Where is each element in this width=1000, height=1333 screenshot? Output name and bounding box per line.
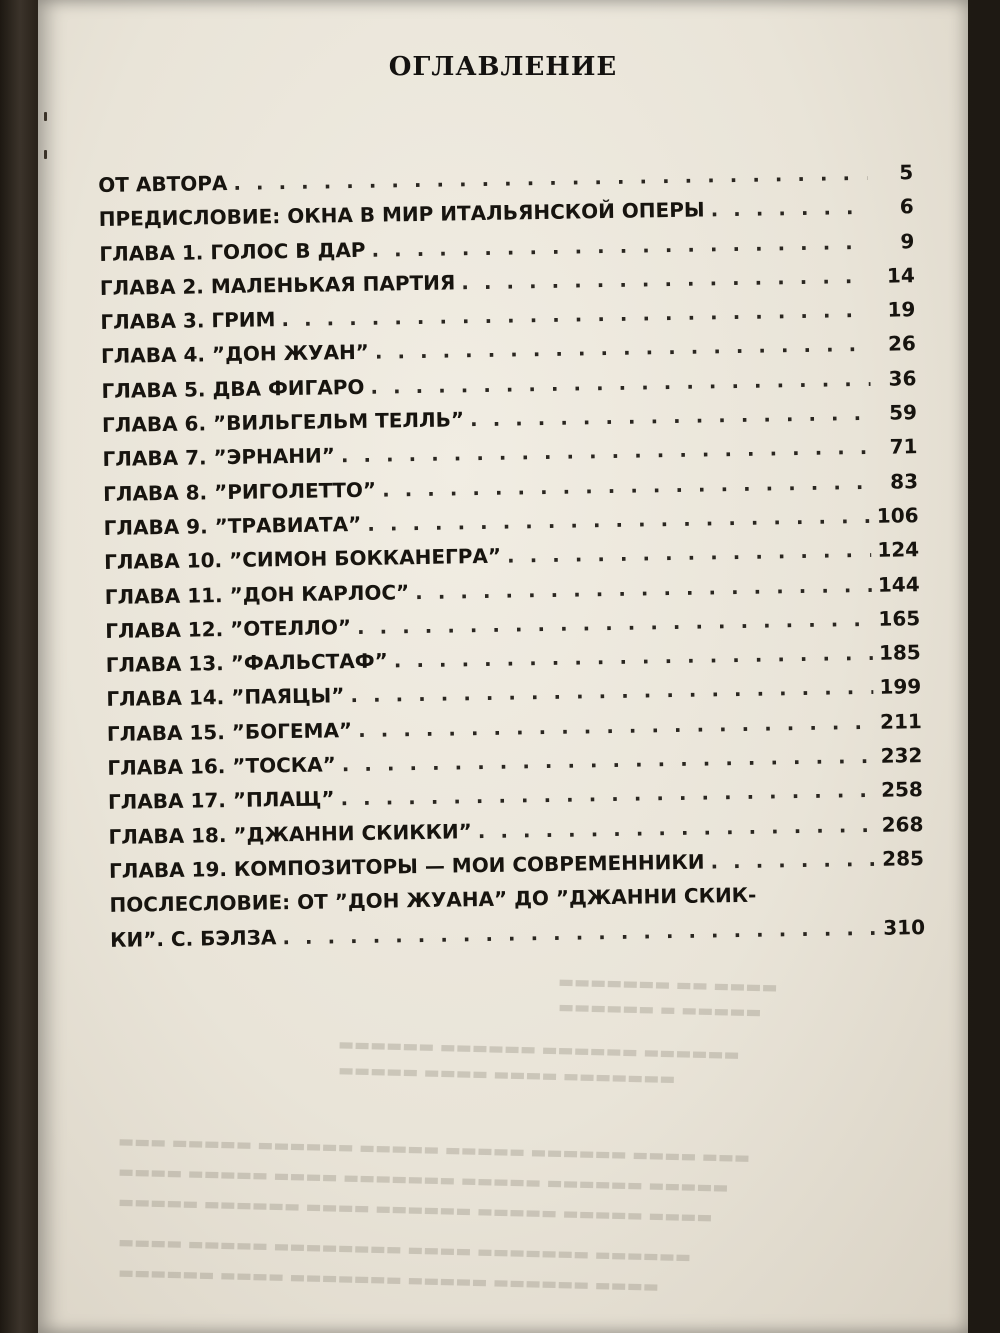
toc-entry-page: 124 [877, 537, 920, 563]
showthrough-text: ▬▬▬▬▬▬ ▬▬▬▬▬▬▬ ▬▬▬▬ ▬▬▬▬▬▬▬▬ ▬▬▬▬▬ ▬▬▬▬ [117, 1232, 692, 1268]
showthrough-text: ▬▬▬ ▬▬▬▬ ▬▬▬▬▬▬ ▬▬▬▬▬ ▬▬▬▬▬ ▬▬▬▬▬▬ ▬▬▬▬▬ ▬▬▬ [117, 1131, 751, 1169]
toc-entry-page: 232 [880, 743, 923, 768]
toc-entry-title: ГЛАВА 7. ”ЭРНАНИ” [102, 443, 336, 472]
toc-entry-title: ГЛАВА 2. МАЛЕНЬКАЯ ПАРТИЯ [99, 270, 456, 300]
page-title: ОГЛАВЛЕНИЕ [388, 52, 618, 82]
showthrough-text: ▬▬▬▬▬▬ ▬▬▬▬▬▬ ▬▬▬▬▬▬ ▬▬▬▬▬▬ [337, 1034, 740, 1066]
toc-entry-title: ГЛАВА 19. КОМПОЗИТОРЫ — МОИ СОВРЕМЕННИКИ [108, 849, 705, 883]
showthrough-text: ▬▬▬▬▬▬▬ ▬▬▬▬ ▬▬▬▬ ▬▬▬▬▬ [337, 1060, 676, 1090]
toc-entry-title: ГЛАВА 9. ”ТРАВИАТА” [103, 511, 362, 540]
toc-entry-page: 144 [877, 571, 920, 597]
book-page [38, 0, 968, 1333]
toc-entry-page: 165 [878, 606, 921, 631]
toc-entry-page: 185 [878, 640, 921, 665]
binding-mark [44, 150, 47, 159]
showthrough-text: ▬▬▬▬▬ ▬ ▬▬▬▬▬▬ [557, 997, 762, 1023]
toc-entry-title: ГЛАВА 14. ”ПАЯЦЫ” [106, 683, 345, 712]
toc-entry-page: 26 [887, 331, 917, 357]
toc-entry-title: ГЛАВА 1. ГОЛОС В ДАР [99, 237, 366, 266]
toc-entry-title: ГЛАВА 11. ”ДОН КАРЛОС” [104, 579, 410, 609]
toc-entry-page: 258 [880, 777, 924, 803]
dot-leader [710, 842, 876, 879]
table-of-contents [98, 155, 925, 957]
toc-entry-page: 5 [899, 160, 914, 185]
showthrough-text: ▬▬▬▬ ▬▬▬▬▬ ▬▬▬▬▬ ▬▬▬▬▬▬ ▬▬▬▬ ▬▬▬▬▬▬ ▬▬▬▬▬ [117, 1192, 713, 1228]
toc-entry-page: 211 [879, 708, 922, 734]
toc-entry-title: ГЛАВА 6. ”ВИЛЬГЕЛЬМ ТЕЛЛЬ” [101, 407, 465, 438]
toc-entry-title: ГЛАВА 13. ”ФАЛЬСТАФ” [105, 648, 388, 678]
toc-entry-title: ПОСЛЕСЛОВИЕ: ОТ ”ДОН ЖУАНА” ДО ”ДЖАННИ СКИК- [109, 882, 757, 918]
toc-entry-page: 36 [888, 365, 917, 391]
binding-mark [44, 112, 47, 121]
toc-entry-title: ГЛАВА 3. ГРИМ [100, 307, 276, 335]
toc-entry-page: 285 [882, 846, 925, 871]
toc-entry-title: ГЛАВА 5. ДВА ФИГАРО [101, 374, 365, 403]
dot-leader [710, 190, 868, 227]
showthrough-text: ▬▬▬▬ ▬▬ ▬▬▬▬▬▬▬ [557, 972, 778, 998]
toc-entry-page: 268 [881, 811, 924, 837]
dot-leader [507, 533, 872, 573]
toc-entry-page: 83 [889, 468, 919, 494]
toc-entry-title: ГЛАВА 4. ”ДОН ЖУАН” [100, 340, 370, 369]
toc-entry-title: ОТ АВТОРА [98, 170, 228, 197]
toc-entry-page: 199 [879, 674, 922, 700]
toc-entry-page: 106 [876, 503, 919, 528]
toc-entry-title: ГЛАВА 16. ”ТОСКА” [107, 752, 336, 780]
toc-entry-page: 59 [888, 400, 918, 425]
toc-entry-page: 19 [887, 297, 916, 322]
toc-entry-page: 9 [900, 228, 915, 253]
toc-entry-page: 71 [889, 434, 918, 459]
toc-entry-title: ГЛАВА 18. ”ДЖАННИ СКИККИ” [108, 818, 473, 849]
showthrough-text: ▬▬▬▬ ▬▬▬▬▬▬ ▬▬▬▬▬ ▬▬▬▬▬▬▬ ▬▬▬▬ ▬▬▬▬▬▬ [117, 1262, 660, 1298]
showthrough-text: ▬▬▬▬▬ ▬▬▬▬▬▬ ▬▬▬▬▬ ▬▬▬▬▬▬▬ ▬▬▬▬ ▬▬▬▬▬ ▬▬▬▬ [117, 1162, 729, 1198]
toc-entry-title: КИ”. С. БЭЛЗА [109, 924, 277, 952]
toc-entry-page: 6 [899, 194, 914, 219]
toc-entry-title: ГЛАВА 12. ”ОТЕЛЛО” [105, 614, 352, 643]
toc-entry-title: ГЛАВА 15. ”БОГЕМА” [106, 717, 353, 746]
toc-entry-page: 310 [883, 914, 926, 940]
toc-entry-title: ПРЕДИСЛОВИЕ: ОКНА В МИР ИТАЛЬЯНСКОЙ ОПЕРЫ [98, 197, 705, 232]
toc-entry-title: ГЛАВА 17. ”ПЛАЩ” [107, 786, 335, 815]
toc-entry-page: 14 [886, 263, 915, 288]
toc-entry-title: ГЛАВА 10. ”СИМОН БОККАНЕГРА” [104, 543, 502, 575]
toc-entry-title: ГЛАВА 8. ”РИГОЛЕТТО” [102, 477, 377, 506]
